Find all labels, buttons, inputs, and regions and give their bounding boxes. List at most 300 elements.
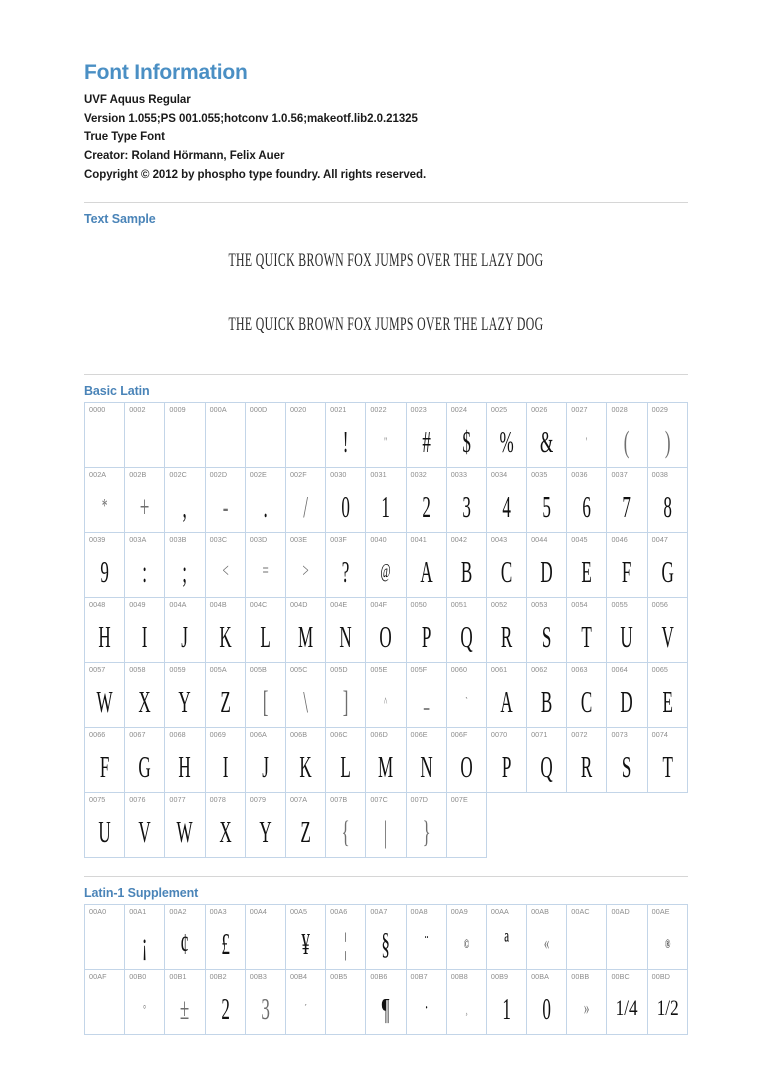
glyph-cell[interactable] <box>647 970 687 1035</box>
glyph-cell[interactable] <box>165 468 205 533</box>
glyph-cell[interactable] <box>245 970 285 1035</box>
glyph-sample: ' <box>586 433 588 449</box>
glyph-sample: G <box>138 748 151 784</box>
glyph-cell[interactable] <box>607 905 647 970</box>
glyph-sample: D <box>540 553 553 589</box>
glyph-sample: 6 <box>582 488 592 524</box>
glyph-codepoint: 00A9 <box>450 907 468 917</box>
glyph-codepoint: 00A8 <box>410 907 428 917</box>
glyph-cell[interactable] <box>527 533 567 598</box>
glyph-codepoint: 0050 <box>410 600 427 610</box>
glyph-codepoint: 00AC <box>571 907 590 917</box>
glyph-codepoint: 00B3 <box>249 972 267 982</box>
glyph-cell[interactable] <box>205 533 245 598</box>
glyph-cell[interactable] <box>165 403 205 468</box>
glyph-codepoint: 0065 <box>651 665 669 675</box>
glyph-codepoint: 0031 <box>370 470 387 480</box>
glyph-sample: J <box>181 618 189 654</box>
glyph-cell[interactable] <box>165 793 205 858</box>
glyph-cell[interactable] <box>486 663 526 728</box>
glyph-sample: ¶ <box>382 990 390 1026</box>
glyph-codepoint: 0041 <box>410 535 427 545</box>
glyph-cell[interactable] <box>607 533 647 598</box>
glyph-cell[interactable] <box>446 468 486 533</box>
glyph-codepoint: 0075 <box>89 795 106 805</box>
glyph-cell[interactable] <box>406 728 446 793</box>
glyph-codepoint: 0020 <box>289 405 307 415</box>
glyph-codepoint: 0028 <box>611 405 628 415</box>
glyph-cell[interactable] <box>285 793 325 858</box>
glyph-row <box>85 533 688 598</box>
glyph-codepoint: 0058 <box>129 665 146 675</box>
glyph-codepoint: 0025 <box>490 405 508 415</box>
glyph-cell[interactable] <box>205 663 245 728</box>
glyph-cell[interactable] <box>125 663 165 728</box>
glyph-codepoint: 00B5 <box>330 972 348 982</box>
glyph-codepoint: 003F <box>330 535 347 545</box>
glyph-sample <box>94 919 116 967</box>
glyph-cell-empty <box>527 793 567 858</box>
glyph-cell[interactable] <box>647 598 687 663</box>
glyph-sample: W <box>176 813 194 849</box>
glyph-sample: C <box>581 683 593 719</box>
glyph-cell[interactable] <box>326 970 366 1035</box>
glyph-codepoint: 005E <box>370 665 388 675</box>
glyph-codepoint: 00B1 <box>169 972 187 982</box>
glyph-cell[interactable] <box>285 728 325 793</box>
section-divider <box>84 202 688 203</box>
glyph-codepoint: 003D <box>249 535 268 545</box>
glyph-sample: « <box>543 932 550 955</box>
glyph-codepoint: 002B <box>129 470 147 480</box>
glyph-cell[interactable] <box>446 663 486 728</box>
glyph-sample: ] <box>342 683 349 719</box>
glyph-cell[interactable] <box>285 403 325 468</box>
glyph-cell[interactable] <box>527 403 567 468</box>
glyph-cell[interactable] <box>245 663 285 728</box>
basic-latin-section <box>84 374 688 858</box>
text-sample-line: THE QUICK BROWN FOX JUMPS OVER THE LAZY DOG <box>228 250 544 272</box>
glyph-cell[interactable] <box>446 403 486 468</box>
glyph-cell[interactable] <box>125 728 165 793</box>
glyph-sample: ¡ <box>141 925 148 961</box>
glyph-cell[interactable] <box>406 663 446 728</box>
glyph-sample: W <box>96 683 113 719</box>
glyph-codepoint: 003E <box>289 535 308 545</box>
glyph-cell[interactable] <box>647 905 687 970</box>
glyph-cell[interactable] <box>366 403 406 468</box>
glyph-sample: + <box>139 488 150 524</box>
glyph-cell[interactable] <box>205 728 245 793</box>
glyph-cell[interactable] <box>567 663 607 728</box>
glyph-cell[interactable] <box>245 468 285 533</box>
glyph-cell[interactable] <box>607 598 647 663</box>
glyph-codepoint: 0061 <box>490 665 508 675</box>
glyph-cell[interactable] <box>486 728 526 793</box>
glyph-sample: M <box>378 748 394 784</box>
glyph-cell[interactable] <box>647 663 687 728</box>
glyph-codepoint: 0024 <box>450 405 468 415</box>
glyph-cell[interactable] <box>567 598 607 663</box>
glyph-codepoint: 0066 <box>89 730 106 740</box>
glyph-codepoint: 00A6 <box>330 907 348 917</box>
glyph-cell[interactable] <box>527 728 567 793</box>
glyph-sample: £ <box>220 925 230 961</box>
glyph-cell[interactable] <box>446 970 486 1035</box>
glyph-codepoint: 005F <box>410 665 428 675</box>
glyph-sample: H <box>178 748 192 784</box>
glyph-cell[interactable] <box>446 533 486 598</box>
glyph-cell[interactable] <box>85 793 125 858</box>
glyph-row <box>85 728 688 793</box>
glyph-sample: _ <box>423 690 429 713</box>
glyph-cell[interactable] <box>366 905 406 970</box>
glyph-codepoint: 0074 <box>651 730 669 740</box>
glyph-cell[interactable] <box>245 905 285 970</box>
glyph-sample: ? <box>341 553 350 589</box>
glyph-cell[interactable] <box>85 970 125 1035</box>
glyph-sample: ` <box>465 693 468 709</box>
glyph-cell[interactable] <box>326 728 366 793</box>
glyph-codepoint: 0060 <box>450 665 468 675</box>
glyph-cell[interactable] <box>366 598 406 663</box>
glyph-sample: ¨ <box>424 932 428 955</box>
glyph-cell[interactable] <box>326 663 366 728</box>
glyph-cell[interactable] <box>406 598 446 663</box>
glyph-sample: ¢ <box>180 925 190 961</box>
glyph-sample: 3 <box>261 990 270 1026</box>
glyph-cell[interactable] <box>486 468 526 533</box>
glyph-sample: - <box>222 488 228 524</box>
glyph-codepoint: 00AF <box>89 972 107 982</box>
glyph-sample: P <box>421 618 431 654</box>
glyph-codepoint: 007C <box>370 795 388 805</box>
glyph-cell[interactable] <box>366 970 406 1035</box>
glyph-cell[interactable] <box>446 598 486 663</box>
glyph-sample: ! <box>342 423 349 459</box>
glyph-codepoint: 00A2 <box>169 907 187 917</box>
glyph-codepoint: 0026 <box>531 405 548 415</box>
glyph-codepoint: 002C <box>169 470 187 480</box>
glyph-codepoint: 0027 <box>571 405 588 415</box>
glyph-cell[interactable] <box>326 598 366 663</box>
glyph-sample: ¸ <box>465 1000 468 1016</box>
glyph-cell[interactable] <box>205 970 245 1035</box>
glyph-sample: | <box>384 813 388 849</box>
glyph-cell[interactable] <box>486 533 526 598</box>
glyph-codepoint: 0035 <box>531 470 548 480</box>
glyph-cell[interactable] <box>366 468 406 533</box>
glyph-codepoint: 0055 <box>611 600 628 610</box>
glyph-cell[interactable] <box>125 403 165 468</box>
glyph-cell[interactable] <box>607 728 647 793</box>
glyph-cell[interactable] <box>205 403 245 468</box>
glyph-cell[interactable] <box>285 468 325 533</box>
glyph-cell[interactable] <box>85 468 125 533</box>
glyph-cell[interactable] <box>326 468 366 533</box>
glyph-codepoint: 000D <box>249 405 268 415</box>
section-divider <box>84 374 688 375</box>
glyph-cell[interactable] <box>125 468 165 533</box>
glyph-cell[interactable] <box>326 533 366 598</box>
glyph-sample: ª <box>504 925 509 961</box>
glyph-cell[interactable] <box>85 403 125 468</box>
glyph-codepoint: 003C <box>209 535 228 545</box>
glyph-codepoint: 0023 <box>410 405 427 415</box>
glyph-cell[interactable] <box>125 970 165 1035</box>
glyph-cell[interactable] <box>527 598 567 663</box>
glyph-cell[interactable] <box>125 793 165 858</box>
glyph-codepoint: 00A5 <box>289 907 308 917</box>
glyph-sample: L <box>260 618 271 654</box>
glyph-codepoint: 0070 <box>490 730 508 740</box>
glyph-cell[interactable] <box>647 533 687 598</box>
glyph-codepoint: 004F <box>370 600 388 610</box>
glyph-sample: I <box>222 748 228 784</box>
glyph-codepoint: 003B <box>169 535 187 545</box>
glyph-cell[interactable] <box>205 905 245 970</box>
glyph-sample: ¦ <box>344 925 348 961</box>
glyph-cell[interactable] <box>125 533 165 598</box>
glyph-codepoint: 00B4 <box>289 972 308 982</box>
glyph-codepoint: 004A <box>169 600 187 610</box>
glyph-sample: 9 <box>100 553 109 589</box>
glyph-cell[interactable] <box>366 728 406 793</box>
glyph-codepoint: 0062 <box>531 665 548 675</box>
glyph-codepoint: 0037 <box>611 470 628 480</box>
glyph-row <box>85 663 688 728</box>
glyph-sample: 2 <box>421 488 431 524</box>
glyph-cell[interactable] <box>567 905 607 970</box>
glyph-cell[interactable] <box>85 533 125 598</box>
glyph-cell[interactable] <box>165 663 205 728</box>
glyph-sample: 5 <box>542 488 551 524</box>
glyph-codepoint: 0071 <box>531 730 548 740</box>
glyph-cell[interactable] <box>486 970 526 1035</box>
glyph-cell[interactable] <box>165 533 205 598</box>
glyph-cell[interactable] <box>366 533 406 598</box>
glyph-cell[interactable] <box>326 793 366 858</box>
glyph-cell-empty <box>647 793 687 858</box>
glyph-sample: M <box>297 618 314 654</box>
glyph-codepoint: 0038 <box>651 470 669 480</box>
glyph-sample: Y <box>178 683 192 719</box>
glyph-codepoint: 00AB <box>531 907 550 917</box>
glyph-sample: T <box>581 618 593 654</box>
glyph-cell[interactable] <box>165 728 205 793</box>
glyph-cell[interactable] <box>285 598 325 663</box>
glyph-sample: ) <box>664 423 671 459</box>
glyph-cell[interactable] <box>245 728 285 793</box>
glyph-cell[interactable] <box>85 905 125 970</box>
glyph-cell[interactable] <box>366 663 406 728</box>
glyph-codepoint: 0045 <box>571 535 588 545</box>
glyph-cell[interactable] <box>647 468 687 533</box>
glyph-cell[interactable] <box>647 403 687 468</box>
glyph-codepoint: 00BD <box>651 972 671 982</box>
glyph-cell[interactable] <box>366 793 406 858</box>
glyph-sample: 1/4 <box>616 995 638 1021</box>
glyph-sample: T <box>662 748 673 784</box>
glyph-sample: A <box>419 553 433 589</box>
glyph-cell[interactable] <box>205 793 245 858</box>
glyph-row <box>85 793 688 858</box>
glyph-codepoint: 0009 <box>169 405 186 415</box>
font-version: Version 1.055;PS 001.055;hotconv 1.0.56;makeotf.lib2.0.21325 <box>84 112 418 125</box>
glyph-cell[interactable] <box>567 468 607 533</box>
glyph-codepoint: 007B <box>330 795 348 805</box>
glyph-sample: F <box>99 748 110 784</box>
glyph-cell[interactable] <box>245 598 285 663</box>
latin1-supplement-section <box>84 876 688 1035</box>
glyph-codepoint: 003A <box>129 535 147 545</box>
glyph-codepoint: 0068 <box>169 730 186 740</box>
glyph-cell[interactable] <box>245 403 285 468</box>
glyph-cell[interactable] <box>486 403 526 468</box>
glyph-codepoint: 004B <box>209 600 227 610</box>
glyph-sample: X <box>138 683 151 719</box>
glyph-sample: @ <box>380 560 391 583</box>
glyph-cell[interactable] <box>125 905 165 970</box>
glyph-codepoint: 0069 <box>209 730 226 740</box>
glyph-sample: # <box>421 423 431 459</box>
glyph-sample: L <box>340 748 351 784</box>
glyph-cell[interactable] <box>406 905 446 970</box>
font-name: UVF Aquus Regular <box>84 94 191 107</box>
glyph-sample: ´ <box>304 1000 307 1016</box>
glyph-sample: > <box>302 560 309 583</box>
glyph-cell[interactable] <box>567 728 607 793</box>
glyph-sample: Z <box>300 813 311 849</box>
glyph-sample: ® <box>664 935 671 951</box>
glyph-cell[interactable] <box>607 663 647 728</box>
glyph-sample: F <box>622 553 632 589</box>
glyph-sample: $ <box>462 423 471 459</box>
glyph-cell[interactable] <box>446 728 486 793</box>
glyph-codepoint: 0000 <box>89 405 106 415</box>
glyph-cell-empty <box>607 793 647 858</box>
latin1-supplement-glyph-table <box>84 904 688 1035</box>
glyph-cell[interactable] <box>245 533 285 598</box>
glyph-codepoint: 00B7 <box>410 972 428 982</box>
glyph-codepoint: 00A1 <box>129 907 147 917</box>
glyph-sample: G <box>661 553 674 589</box>
glyph-cell[interactable] <box>205 468 245 533</box>
glyph-codepoint: 006F <box>450 730 468 740</box>
glyph-sample: D <box>620 683 634 719</box>
glyph-sample: K <box>218 618 232 654</box>
glyph-cell[interactable] <box>205 598 245 663</box>
section-title-latin1-supplement: Latin-1 Supplement <box>84 886 199 901</box>
glyph-cell[interactable] <box>607 970 647 1035</box>
glyph-codepoint: 00AA <box>490 907 509 917</box>
glyph-cell[interactable] <box>486 905 526 970</box>
glyph-cell[interactable] <box>527 970 567 1035</box>
glyph-cell[interactable] <box>406 970 446 1035</box>
glyph-sample: O <box>460 748 473 784</box>
glyph-cell[interactable] <box>165 970 205 1035</box>
glyph-sample: B <box>460 553 472 589</box>
glyph-sample: V <box>138 813 151 849</box>
glyph-codepoint: 0032 <box>410 470 427 480</box>
glyph-cell[interactable] <box>567 970 607 1035</box>
glyph-sample: 1/2 <box>656 995 679 1021</box>
glyph-codepoint: 0047 <box>651 535 669 545</box>
glyph-cell[interactable] <box>85 663 125 728</box>
glyph-cell[interactable] <box>406 468 446 533</box>
glyph-cell[interactable] <box>125 598 165 663</box>
glyph-codepoint: 0049 <box>129 600 146 610</box>
glyph-codepoint: 004E <box>330 600 348 610</box>
glyph-codepoint: 0039 <box>89 535 106 545</box>
text-sample-list <box>84 230 688 356</box>
glyph-sample: . <box>263 488 268 524</box>
glyph-cell[interactable] <box>486 598 526 663</box>
glyph-cell[interactable] <box>165 905 205 970</box>
glyph-codepoint: 007E <box>450 795 468 805</box>
glyph-sample: 0 <box>542 990 551 1026</box>
glyph-cell[interactable] <box>85 728 125 793</box>
glyph-codepoint: 00B9 <box>490 972 509 982</box>
glyph-sample: R <box>581 748 593 784</box>
glyph-codepoint: 00BA <box>531 972 550 982</box>
glyph-cell[interactable] <box>647 728 687 793</box>
glyph-cell[interactable] <box>326 905 366 970</box>
glyph-cell[interactable] <box>245 793 285 858</box>
glyph-sample <box>174 417 196 465</box>
glyph-sample: % <box>499 423 514 459</box>
glyph-cell[interactable] <box>446 905 486 970</box>
glyph-cell[interactable] <box>326 403 366 468</box>
glyph-row <box>85 970 688 1035</box>
glyph-sample: Q <box>540 748 553 784</box>
glyph-cell[interactable] <box>567 403 607 468</box>
glyph-sample: < <box>222 560 229 583</box>
glyph-cell[interactable] <box>85 598 125 663</box>
glyph-sample: ( <box>624 423 630 459</box>
glyph-sample: J <box>262 748 269 784</box>
glyph-cell[interactable] <box>285 905 325 970</box>
glyph-sample <box>295 417 317 465</box>
glyph-sample: { <box>341 813 350 849</box>
glyph-cell[interactable] <box>607 468 647 533</box>
glyph-codepoint: 0073 <box>611 730 628 740</box>
glyph-codepoint: 00B2 <box>209 972 227 982</box>
glyph-sample: 0 <box>341 488 350 524</box>
glyph-cell[interactable] <box>285 663 325 728</box>
glyph-cell[interactable] <box>446 793 486 858</box>
glyph-sample <box>255 417 277 465</box>
glyph-codepoint: 00B0 <box>129 972 147 982</box>
glyph-cell[interactable] <box>527 905 567 970</box>
glyph-cell[interactable] <box>285 970 325 1035</box>
glyph-sample: ; <box>182 553 188 589</box>
glyph-cell[interactable] <box>527 663 567 728</box>
glyph-cell[interactable] <box>406 403 446 468</box>
glyph-sample: O <box>379 618 393 654</box>
glyph-cell[interactable] <box>607 403 647 468</box>
glyph-sample: " <box>384 433 388 449</box>
glyph-cell[interactable] <box>406 533 446 598</box>
glyph-cell[interactable] <box>165 598 205 663</box>
glyph-codepoint: 0053 <box>531 600 548 610</box>
glyph-sample: & <box>540 423 554 459</box>
glyph-cell[interactable] <box>567 533 607 598</box>
glyph-cell[interactable] <box>527 468 567 533</box>
glyph-cell[interactable] <box>285 533 325 598</box>
glyph-cell[interactable] <box>406 793 446 858</box>
glyph-codepoint: 0051 <box>450 600 468 610</box>
